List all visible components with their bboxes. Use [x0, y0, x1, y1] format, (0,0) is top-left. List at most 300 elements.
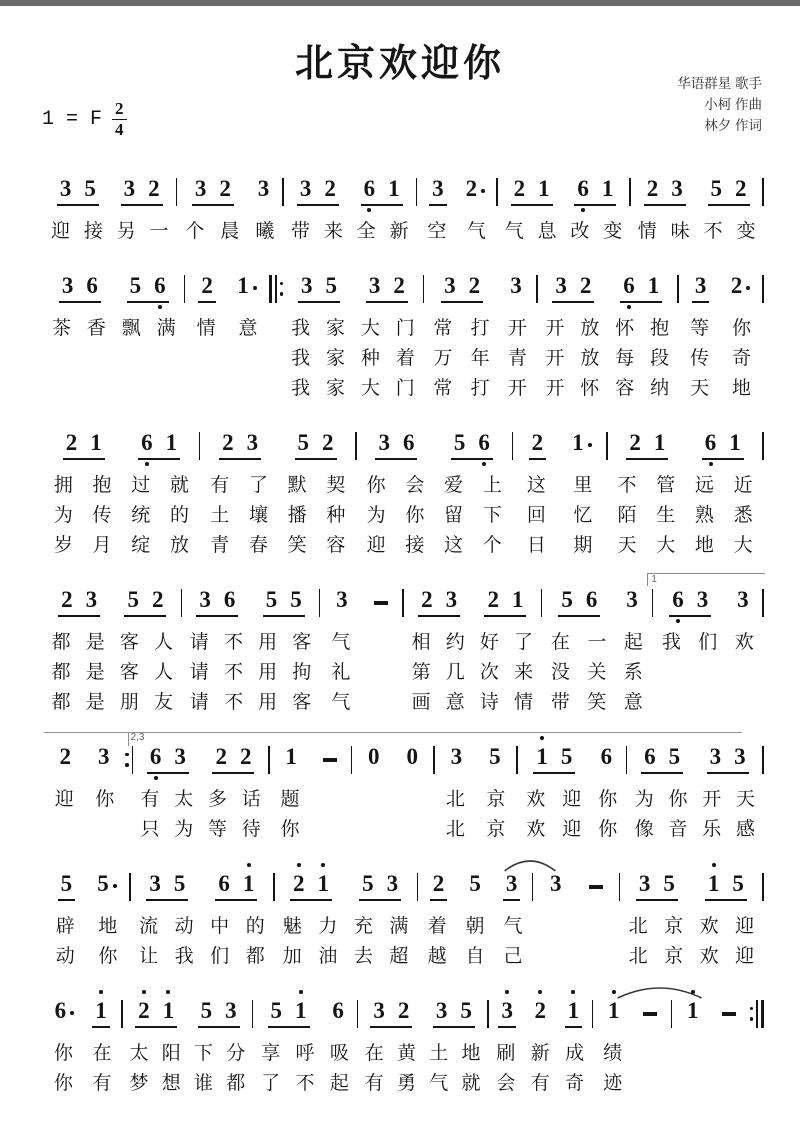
- lyric-row: [542, 626, 651, 656]
- note: [201, 273, 213, 299]
- lyric-char: 不: [223, 632, 243, 654]
- note-digit: 3: [386, 870, 399, 896]
- notes-row: [424, 259, 536, 303]
- beam-box: [58, 587, 100, 617]
- note: [538, 176, 550, 202]
- note: [403, 430, 415, 456]
- note-digit: 5: [560, 743, 573, 769]
- note-group: [629, 744, 695, 774]
- lyric-char: 阳: [161, 1043, 181, 1065]
- beam-box: [529, 430, 547, 460]
- octave-dot-low: [482, 462, 486, 466]
- lyric-char: 中: [210, 916, 230, 938]
- lyric-char: 在: [92, 1043, 112, 1065]
- system: [44, 416, 764, 559]
- lyric-row: [542, 686, 651, 716]
- note: [301, 273, 313, 299]
- lyric-char: 天: [736, 789, 756, 811]
- note-digit: 1: [538, 175, 550, 201]
- note-digit: 1: [295, 997, 307, 1023]
- lyric-row: [44, 312, 184, 342]
- lyric-char: 拘: [292, 662, 312, 684]
- note-group: [691, 871, 760, 901]
- barline-stroke: [275, 275, 277, 303]
- note-group: [681, 273, 721, 303]
- note: [66, 430, 78, 456]
- lyric-row: [538, 372, 678, 402]
- measure: [44, 730, 125, 843]
- note-digit: 1: [686, 997, 699, 1023]
- lyric-char: 不: [703, 221, 723, 243]
- beam-box: [418, 587, 460, 617]
- note: [222, 430, 234, 456]
- lyric-char: 万: [433, 348, 453, 370]
- lyric-char: 不: [223, 662, 243, 684]
- lyric-char: 香: [86, 318, 106, 340]
- lyric-row: [418, 910, 532, 940]
- beam-box: [63, 430, 105, 460]
- lyric-char: 来: [514, 662, 534, 684]
- note-digit: 3: [444, 272, 456, 298]
- repeat-dot: [750, 1007, 754, 1011]
- lyric-char: 常: [433, 318, 453, 340]
- note-digit: 6: [600, 743, 613, 769]
- note-digit: 1: [511, 586, 524, 612]
- note-group: [595, 998, 632, 1028]
- volta-label: 2,3: [130, 731, 145, 743]
- lyric-char: 家: [325, 378, 345, 400]
- lyric-char: 打: [470, 318, 490, 340]
- lyric-row: [270, 813, 351, 843]
- beam-box: [623, 587, 641, 617]
- octave-dot-low: [154, 776, 158, 780]
- note-digit: 1: [608, 997, 620, 1023]
- beam-box: [466, 871, 484, 901]
- note: [705, 430, 717, 456]
- lyric-row: [44, 686, 181, 716]
- note-group: [419, 176, 456, 206]
- note-group: [125, 998, 187, 1028]
- note: [729, 430, 741, 456]
- measure: [44, 416, 199, 559]
- note-digit: 2: [432, 870, 445, 896]
- lyric-char: 等: [208, 819, 228, 841]
- beam-box: [620, 273, 662, 303]
- lyric-char: 超: [389, 946, 409, 968]
- notes-row: [542, 573, 651, 617]
- beam-box: [734, 587, 752, 617]
- lyric-char: 让: [139, 946, 159, 968]
- note-group: [247, 176, 281, 206]
- note-digit: 2: [531, 429, 544, 455]
- octave-dot-high: [538, 990, 542, 994]
- barline-stroke: [762, 873, 764, 901]
- notes-row: [679, 259, 763, 303]
- note-digit: 5: [173, 870, 186, 896]
- lyric-char: 土: [429, 1043, 449, 1065]
- note-digit: 1: [572, 429, 584, 455]
- note-digit: 2: [646, 175, 659, 201]
- octave-dot-low: [158, 305, 162, 309]
- lyric-char: 分: [226, 1043, 246, 1065]
- lyric-char: 想: [161, 1073, 181, 1095]
- notes-row: [357, 416, 512, 460]
- note-group: [695, 744, 761, 774]
- beam-box: [569, 430, 595, 460]
- note-digit: 0: [406, 743, 418, 769]
- beam-box: [574, 176, 616, 206]
- beam-box: [486, 744, 504, 774]
- note: [62, 273, 74, 299]
- note: [572, 430, 592, 456]
- augmentation-dot: [113, 884, 117, 888]
- lyric-char: 意: [445, 692, 465, 714]
- barline: [762, 275, 764, 303]
- note-digit: 5: [297, 429, 309, 455]
- lyric-row: [185, 342, 269, 372]
- lyric-row: [627, 813, 762, 843]
- lyric-row: [44, 469, 199, 499]
- note: [150, 744, 162, 770]
- lyric-char: 陌: [617, 505, 637, 527]
- system-line: [44, 416, 764, 559]
- note-digit: 2: [59, 743, 72, 769]
- measure: [608, 416, 763, 559]
- note-group: [725, 587, 760, 617]
- note-digit: 3: [734, 743, 746, 769]
- lyric-char: 越: [427, 946, 447, 968]
- lyric-char: 抱: [92, 475, 112, 497]
- note-digit: 1: [237, 272, 249, 298]
- note: [731, 273, 751, 299]
- note-group: [277, 871, 346, 901]
- lyric-char: 年: [470, 348, 490, 370]
- lyric-char: 感: [736, 819, 756, 841]
- beam-box: [558, 587, 600, 617]
- notes-row: [185, 259, 269, 303]
- note: [561, 744, 573, 770]
- note-digit: 5: [732, 870, 744, 896]
- note: [629, 430, 641, 456]
- note: [589, 893, 603, 897]
- lyric-row: [123, 1067, 252, 1097]
- notes-row: [130, 730, 268, 774]
- barline: [762, 746, 764, 774]
- note: [60, 176, 72, 202]
- note: [532, 430, 544, 456]
- note-group: [114, 273, 182, 303]
- lyric-char: 客: [119, 662, 139, 684]
- lyric-row: [44, 215, 176, 245]
- note-digit: 3: [301, 272, 313, 298]
- note-group: [278, 430, 353, 460]
- lyric-row: [358, 1067, 487, 1097]
- lyric-char: 容: [615, 378, 635, 400]
- credits: [677, 74, 762, 137]
- note: [98, 744, 110, 770]
- beam-box: [463, 176, 489, 206]
- note: [300, 176, 312, 202]
- notes-row: [283, 259, 423, 303]
- lyric-char: 气: [429, 1073, 449, 1095]
- measure: [182, 573, 319, 716]
- lyric-char: 这: [526, 475, 546, 497]
- note-digit: 5: [668, 743, 681, 769]
- measure: [44, 857, 129, 970]
- note-group: [360, 998, 422, 1028]
- lyric-char: 魅: [282, 916, 302, 938]
- dash-note: [722, 1012, 736, 1016]
- note: [293, 871, 305, 897]
- lyric-char: 你: [598, 819, 618, 841]
- lyric-char: 的: [245, 916, 265, 938]
- note-group: [112, 587, 178, 617]
- lyric-char: 全: [356, 221, 376, 243]
- lyric-char: 青: [210, 535, 230, 557]
- note: [247, 430, 259, 456]
- note-group: [202, 871, 271, 901]
- lyric-char: 迹: [603, 1073, 623, 1095]
- note-digit: 2: [219, 175, 231, 201]
- lyric-row: [133, 783, 268, 813]
- notes-row: [513, 416, 606, 460]
- beam-box: [533, 744, 575, 774]
- measure: [593, 984, 670, 1097]
- lyric-char: 怀: [615, 318, 635, 340]
- lyric-row: [284, 215, 416, 245]
- lyric-char: 礼: [331, 662, 351, 684]
- lyric-char: 迎: [366, 535, 386, 557]
- lyric-char: 吸: [329, 1043, 349, 1065]
- note: [86, 273, 98, 299]
- note: [130, 273, 142, 299]
- note-group: [476, 744, 515, 774]
- note-group: [346, 871, 415, 901]
- note-digit: 3: [246, 429, 259, 455]
- note: [295, 998, 307, 1024]
- lyric-char: 情: [637, 221, 657, 243]
- lyric-char: 起: [329, 1073, 349, 1095]
- note: [510, 273, 522, 299]
- lyric-char: 你: [731, 318, 751, 340]
- beam-box: [433, 998, 475, 1028]
- lyric-char: 家: [325, 318, 345, 340]
- note: [734, 744, 746, 770]
- lyric-char: 欢: [526, 819, 546, 841]
- barline-stroke: [762, 275, 764, 303]
- lyric-char: 系: [623, 662, 643, 684]
- notes-row: [182, 573, 319, 617]
- lyric-char: 相: [411, 632, 431, 654]
- lyric-char: 了: [248, 475, 268, 497]
- system: [44, 730, 764, 843]
- beam-box: [692, 273, 710, 303]
- lyric-char: 就: [461, 1073, 481, 1095]
- lyric-char: 力: [318, 916, 338, 938]
- note-group: [87, 871, 128, 901]
- note-group: [285, 273, 353, 303]
- note-digit: 2: [468, 272, 481, 298]
- lyric-row: [679, 312, 763, 342]
- note-digit: 6: [54, 997, 67, 1023]
- beam-box: [728, 273, 754, 303]
- lyric-row: [627, 783, 762, 813]
- note-digit: 1: [653, 429, 666, 455]
- notes-row: [608, 416, 763, 460]
- beam-box: [375, 430, 417, 460]
- note-digit: 5: [265, 586, 278, 612]
- note: [722, 1020, 736, 1024]
- lyric-char: 容: [326, 535, 346, 557]
- note-digit: 3: [709, 743, 722, 769]
- lyric-char: 你: [53, 1043, 73, 1065]
- augmentation-dot: [70, 1011, 74, 1015]
- note: [388, 176, 400, 202]
- note-digit: 6: [585, 586, 598, 612]
- beam-box: [403, 744, 421, 774]
- lyric-row: [133, 813, 268, 843]
- note-group: [491, 998, 524, 1028]
- volta-label: 1: [651, 573, 657, 585]
- note-digit: 6: [644, 743, 656, 769]
- note: [535, 998, 547, 1024]
- note: [224, 587, 236, 613]
- note: [199, 587, 211, 613]
- note: [298, 430, 310, 456]
- lyric-char: 每: [615, 348, 635, 370]
- note-digit: 5: [710, 175, 723, 201]
- note: [266, 587, 278, 613]
- system-line: [44, 730, 764, 843]
- note: [580, 273, 592, 299]
- note-group: [655, 587, 725, 617]
- measure: [284, 162, 416, 245]
- lyric-char: 开: [545, 348, 565, 370]
- note-group: [227, 273, 267, 303]
- lyric-char: 乐: [702, 819, 722, 841]
- lyric-char: 地: [731, 378, 751, 400]
- note-digit: 2: [61, 586, 73, 612]
- note: [393, 273, 405, 299]
- barline: [125, 746, 133, 774]
- volta-line: [44, 732, 742, 733]
- notes-row: [358, 984, 487, 1028]
- note-digit: 3: [373, 997, 385, 1023]
- measure: [417, 162, 496, 245]
- note-group: [610, 430, 685, 460]
- lyric-char: 你: [668, 789, 688, 811]
- note-group: [674, 998, 711, 1028]
- lyric-row: [358, 1037, 487, 1067]
- note-digit: 2: [215, 743, 227, 769]
- lyric-row: [417, 215, 496, 245]
- lyric-row: [608, 499, 763, 529]
- beam-box: [684, 998, 702, 1028]
- lyric-char: 一: [149, 221, 169, 243]
- lyric-row: [283, 312, 423, 342]
- lyric-char: 有: [140, 789, 160, 811]
- measure: [200, 416, 355, 559]
- lyric-char: 请: [189, 632, 209, 654]
- note: [432, 176, 444, 202]
- note-group: [520, 744, 589, 774]
- note: [369, 273, 381, 299]
- lyric-char: 你: [598, 789, 618, 811]
- time-signature-numerator: 2: [112, 100, 127, 120]
- lyric-char: 就: [169, 475, 189, 497]
- note-digit: 3: [696, 586, 709, 612]
- note-digit: 3: [194, 175, 207, 201]
- beam-box: [705, 871, 747, 901]
- lyric-char: 没: [550, 662, 570, 684]
- lyric-char: 为: [634, 789, 654, 811]
- lyric-char: 奇: [731, 348, 751, 370]
- lyric-char: 下: [194, 1043, 214, 1065]
- note: [512, 587, 524, 613]
- note: [141, 430, 153, 456]
- note-digit: 5: [60, 870, 73, 896]
- lyric-char: 多: [208, 789, 228, 811]
- beam-box: [641, 744, 683, 774]
- notes-row: [284, 162, 416, 206]
- beam-box: [359, 871, 401, 901]
- note-group: [560, 430, 604, 460]
- note-digit: 6: [704, 429, 717, 455]
- note-digit: 5: [127, 586, 139, 612]
- note-digit: 2: [222, 429, 234, 455]
- note-digit: 5: [663, 870, 675, 896]
- note-group: [515, 430, 559, 460]
- lyric-char: 生: [656, 505, 676, 527]
- augmentation-dot: [253, 286, 257, 290]
- beam-box: [429, 176, 447, 206]
- lyric-char: 是: [85, 632, 105, 654]
- note-group: [423, 998, 485, 1028]
- lyric-char: 个: [482, 535, 502, 557]
- note: [240, 744, 252, 770]
- lyric-char: 太: [129, 1043, 149, 1065]
- notes-row: [404, 573, 541, 617]
- note: [647, 176, 659, 202]
- note-digit: 1: [317, 870, 330, 896]
- lyric-char: 空: [427, 221, 447, 243]
- measure: [131, 857, 273, 970]
- lyric-char: 客: [119, 632, 139, 654]
- note-digit: 5: [84, 175, 96, 201]
- lyric-char: 成: [565, 1043, 585, 1065]
- measure: [185, 259, 269, 402]
- notes-row: [44, 162, 176, 206]
- lyric-char: 话: [241, 789, 261, 811]
- note-group: [632, 1020, 669, 1028]
- notes-row: [131, 857, 273, 901]
- note: [460, 998, 472, 1024]
- lyric-char: 朋: [119, 692, 139, 714]
- lyric-row: [253, 1067, 356, 1097]
- beam-box: [268, 998, 310, 1028]
- note-digit: 5: [453, 429, 466, 455]
- lyric-row: [542, 656, 651, 686]
- lyric-row: [352, 783, 433, 813]
- lyric-char: 用: [258, 662, 278, 684]
- barline: [269, 275, 283, 303]
- note: [243, 871, 255, 897]
- lyric-char: 新: [389, 221, 409, 243]
- note: [687, 998, 699, 1024]
- measure: [44, 259, 184, 402]
- note-digit: 3: [501, 997, 513, 1023]
- time-signature: [112, 100, 127, 139]
